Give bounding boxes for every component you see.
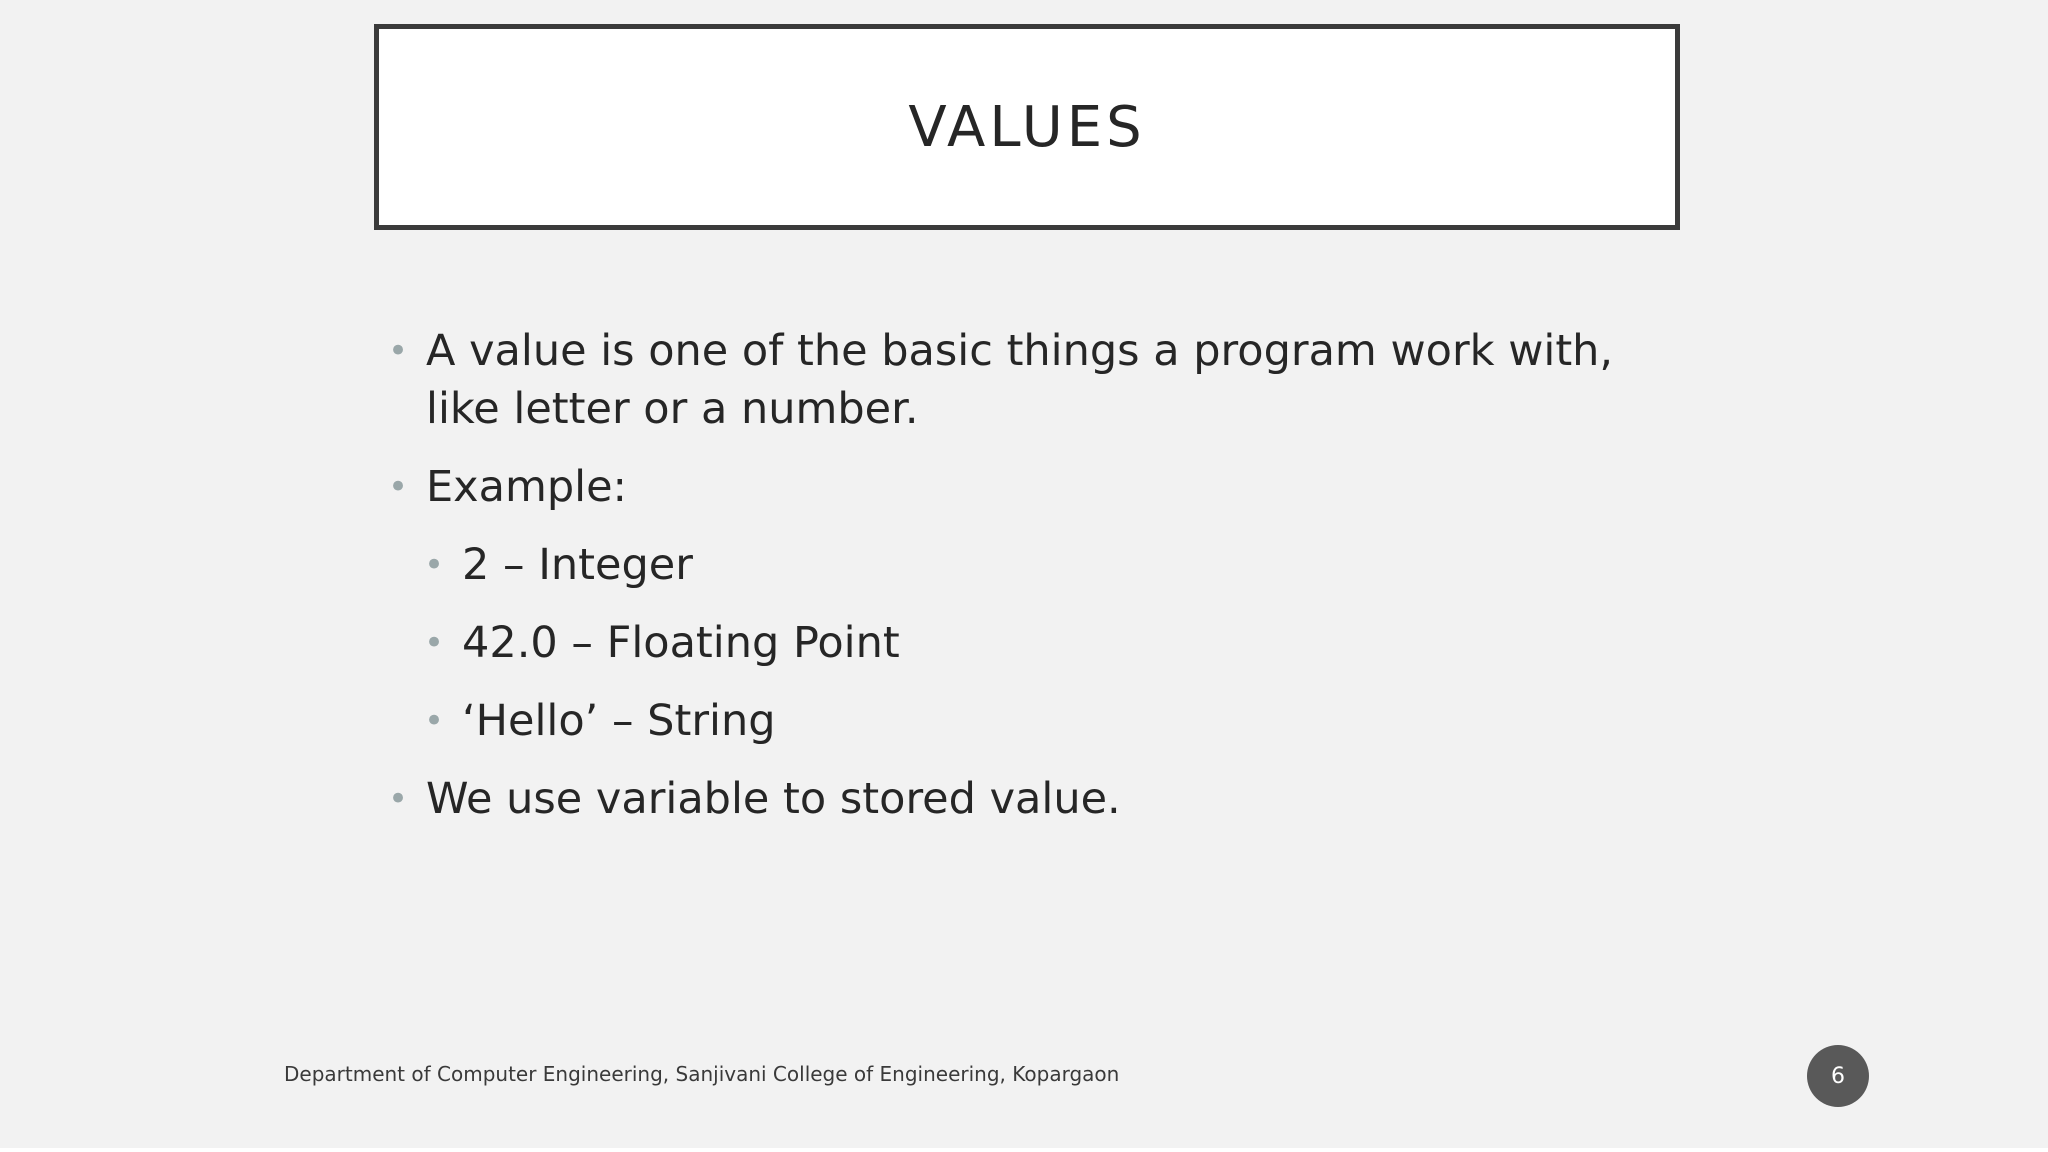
sub-bullet-item [424,692,1638,750]
bullet-icon: • [388,779,409,819]
bullet-item [388,770,1638,828]
page-number: 6 [1831,1063,1845,1089]
bullet-text: We use variable to stored value. [426,774,1121,824]
bullet-list [388,322,1638,848]
page-number-badge [1807,1045,1869,1107]
bullet-item [388,322,1638,438]
bullet-text: ‘Hello’ – String [462,696,776,746]
bullet-text: 2 – Integer [462,540,693,590]
bullet-icon: • [424,545,445,585]
bullet-icon: • [424,623,445,663]
bullet-icon: • [424,701,445,741]
title-box [374,24,1680,230]
sub-bullet-item [424,614,1638,672]
bullet-icon: • [388,331,409,371]
bullet-icon: • [388,467,409,507]
slide-title: VALUES [908,94,1146,160]
bullet-text: 42.0 – Floating Point [462,618,900,668]
slide-bottom-edge [0,1148,2048,1152]
sub-bullet-item [424,536,1638,594]
footer-text: Department of Computer Engineering, Sanjivani College of Engineering, Kopargaon [284,1062,1120,1086]
bullet-item [388,458,1638,516]
bullet-text: A value is one of the basic things a program work with, like letter or a number. [426,326,1614,434]
bullet-text: Example: [426,462,628,512]
